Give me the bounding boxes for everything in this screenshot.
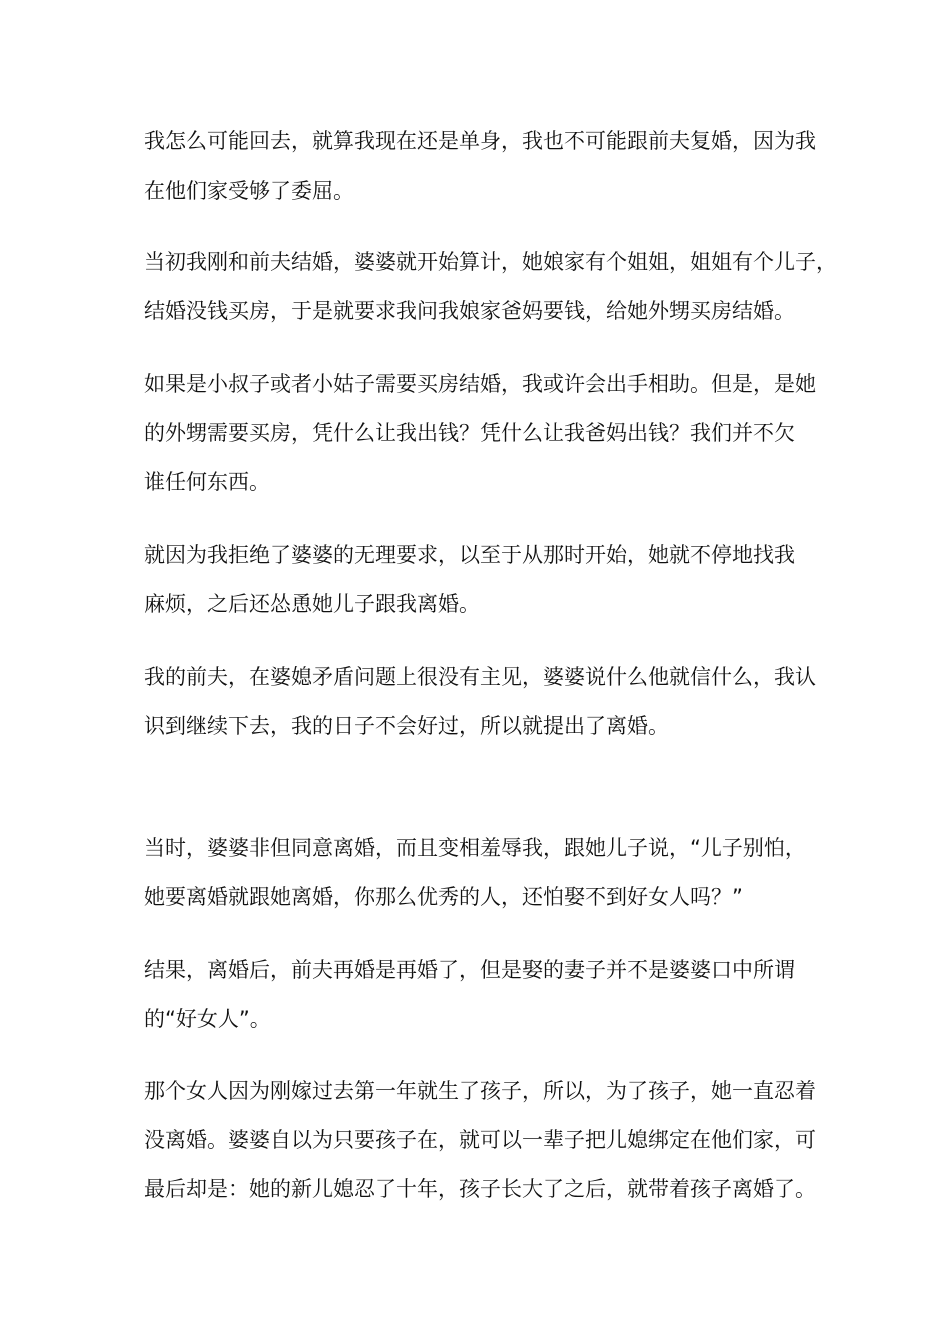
paragraph-1-line-1: 我怎么可能回去，就算我现在还是单身，我也不可能跟前夫复婚，因为我 (144, 129, 816, 153)
paragraph-7-line-2: 的“好女人”。 (144, 1007, 271, 1031)
paragraph-8-line-3: 最后却是：她的新儿媳忍了十年，孩子长大了之后，就带着孩子离婚了。 (144, 1177, 816, 1201)
paragraph-2-line-2: 结婚没钱买房，于是就要求我问我娘家爸妈要钱，给她外甥买房结婚。 (144, 299, 795, 323)
paragraph-6-line-2: 她要离婚就跟她离婚，你那么优秀的人，还怕娶不到好女人吗？” (144, 885, 743, 909)
paragraph-3-line-1: 如果是小叔子或者小姑子需要买房结婚，我或许会出手相助。但是，是她 (144, 372, 816, 396)
paragraph-3-line-3: 谁任何东西。 (144, 470, 270, 494)
paragraph-5-line-2: 识到继续下去，我的日子不会好过，所以就提出了离婚。 (144, 714, 669, 738)
paragraph-4-line-1: 就因为我拒绝了婆婆的无理要求，以至于从那时开始，她就不停地找我 (144, 543, 795, 567)
paragraph-2-line-1: 当初我刚和前夫结婚，婆婆就开始算计，她娘家有个姐姐，姐姐有个儿子， (144, 250, 837, 274)
paragraph-8-line-2: 没离婚。婆婆自以为只要孩子在，就可以一辈子把儿媳绑定在他们家，可 (144, 1128, 816, 1152)
paragraph-5-line-1: 我的前夫，在婆媳矛盾问题上很没有主见，婆婆说什么他就信什么，我认 (144, 665, 816, 689)
paragraph-6-line-1: 当时，婆婆非但同意离婚，而且变相羞辱我，跟她儿子说，“儿子别怕， (144, 836, 806, 860)
paragraph-7-line-1: 结果，离婚后，前夫再婚是再婚了，但是娶的妻子并不是婆婆口中所谓 (144, 958, 795, 982)
paragraph-4-line-2: 麻烦，之后还怂恿她儿子跟我离婚。 (144, 592, 480, 616)
paragraph-8-line-1: 那个女人因为刚嫁过去第一年就生了孩子，所以，为了孩子，她一直忍着 (144, 1079, 816, 1103)
paragraph-3-line-2: 的外甥需要买房，凭什么让我出钱？凭什么让我爸妈出钱？我们并不欠 (144, 421, 795, 445)
paragraph-1-line-2: 在他们家受够了委屈。 (144, 179, 354, 203)
